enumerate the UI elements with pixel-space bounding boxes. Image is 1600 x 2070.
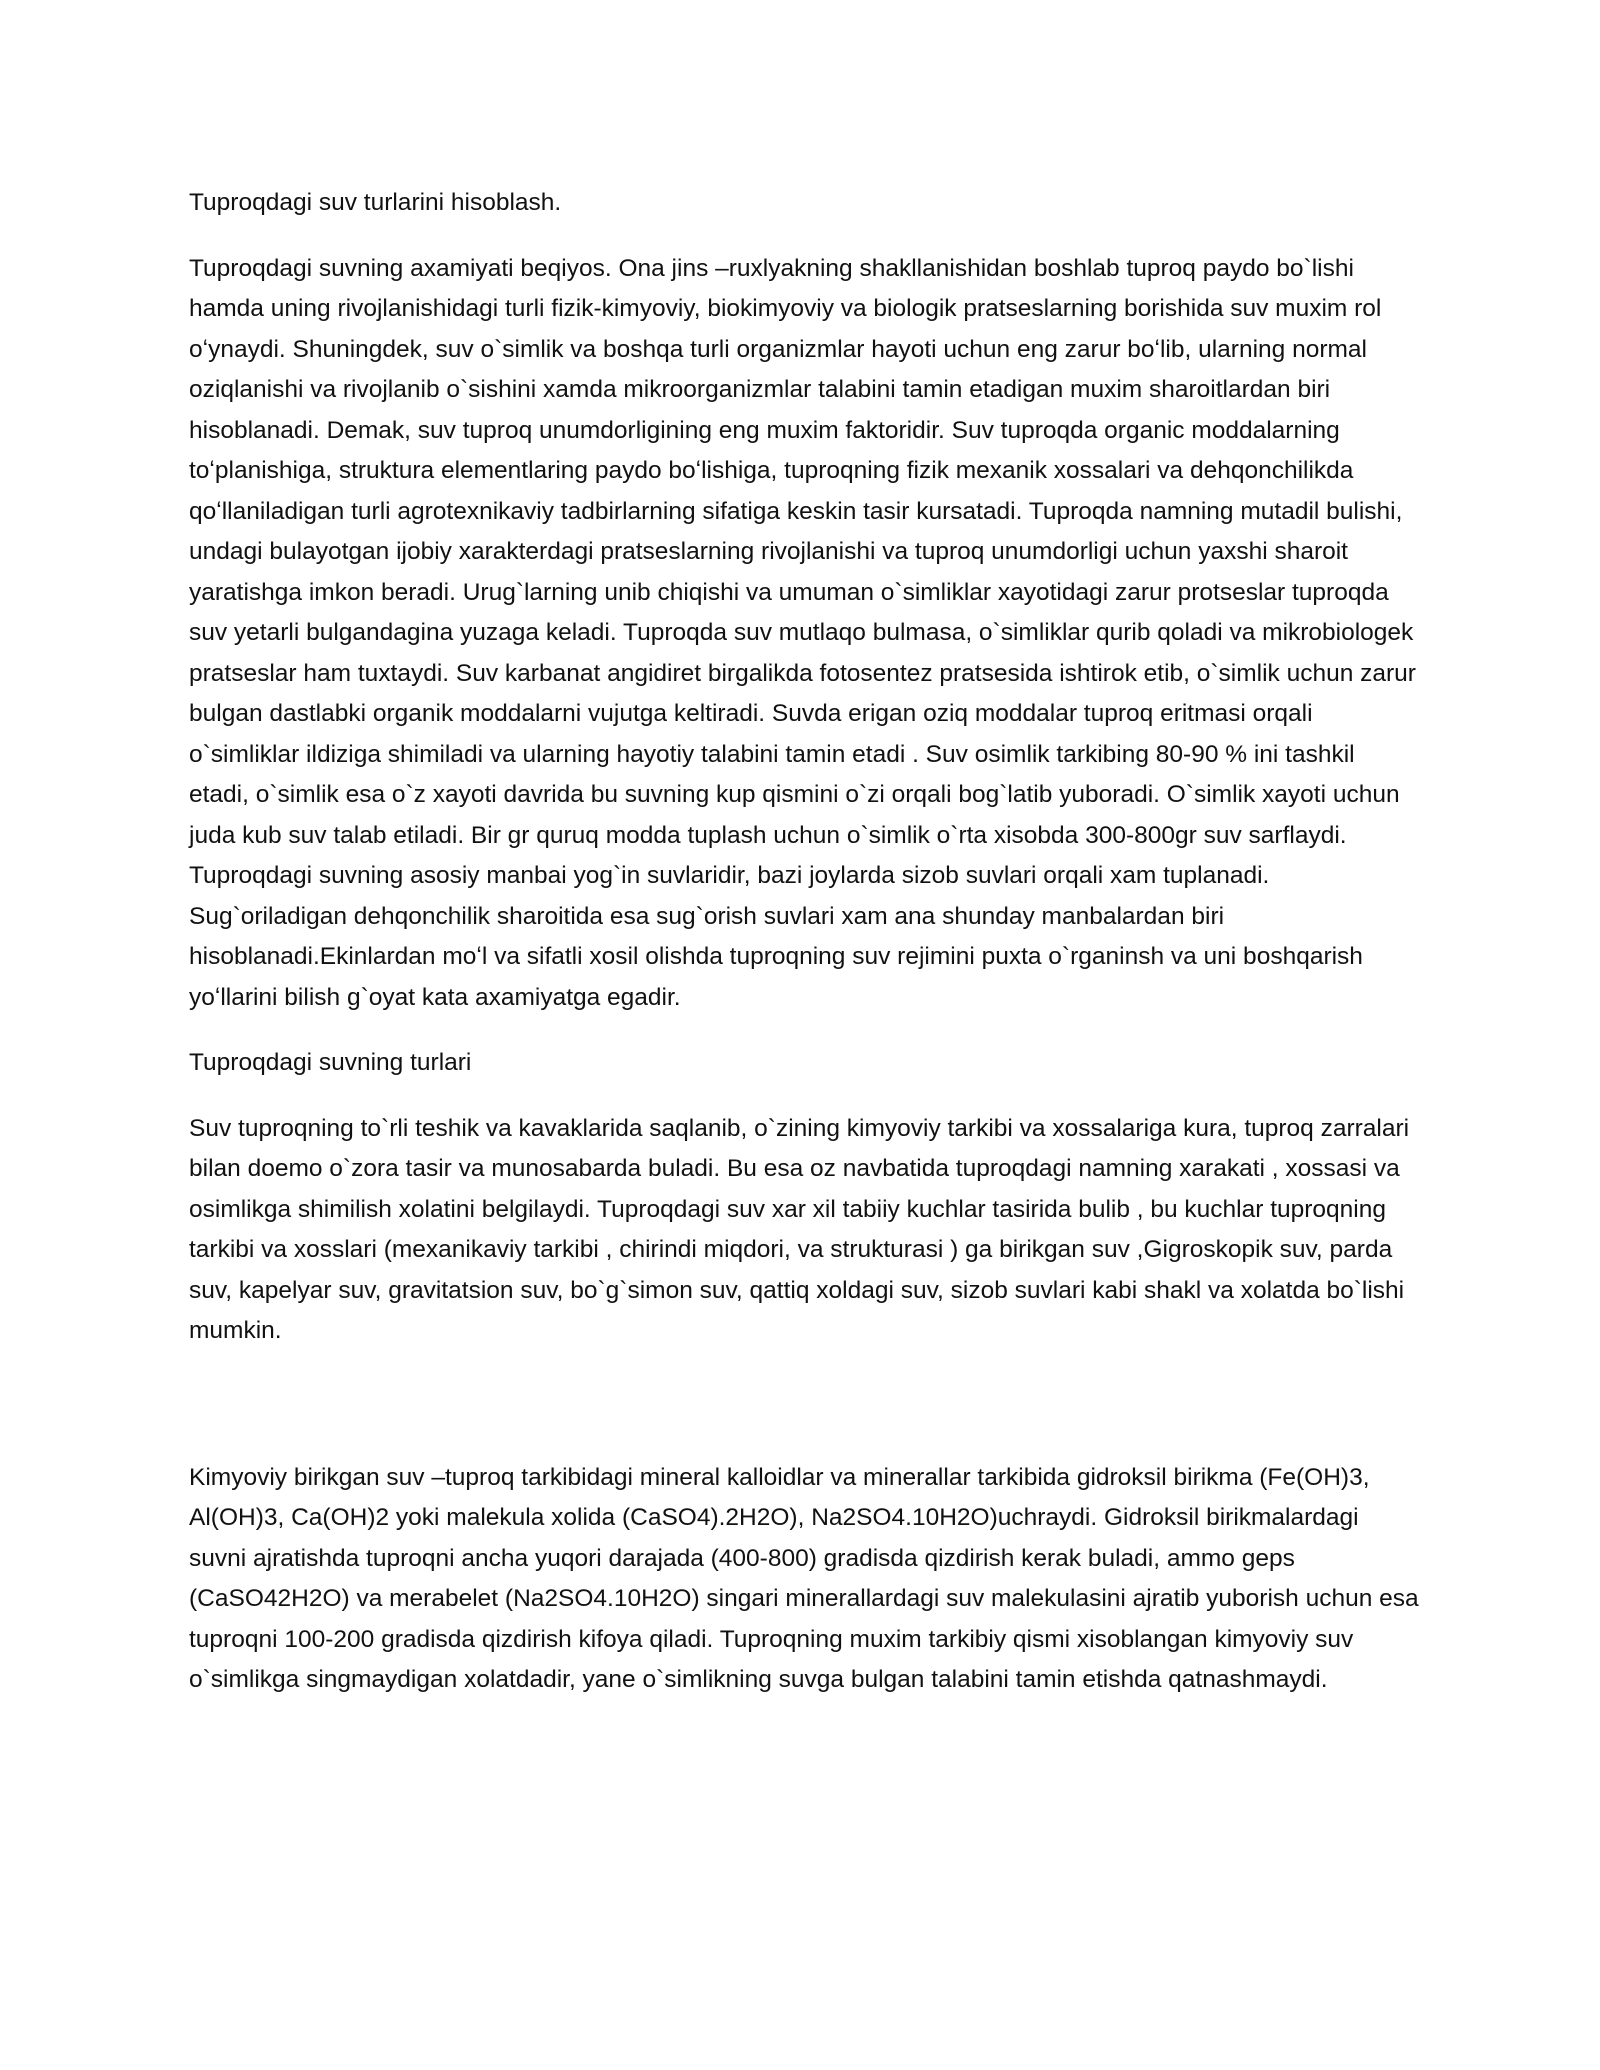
section-heading-water-types: Tuproqdagi suvning turlari — [189, 1049, 472, 1076]
document-page — [189, 183, 1419, 1701]
paragraph-chemically-bound-water: Kimyoviy birikgan suv –tuproq tarkibidagi mineral kalloidlar va minerallar tarkibida gidroksil birikma (Fe(OH)3, Al(OH)3, Ca(OH)2 yoki malekula xolida (CaSO4).2H2O), Na2SO4.10H2O)uchraydi. Gidroksil birikmalardagi suvni ajratishda tuproqni ancha yuqori darajada (400-800) gradisda qizdirish kerak buladi, ammo geps (CaSO42H2O) va merabelet (Na2SO4.10H2O) singari minerallardagi suv malekulasini ajratib yuborish uchun esa tuproqni 100-200 gradisda qizdirish kifoya qiladi. Tuproqning muxim tarkibiy qismi xisoblangan kimyoviy suv o`simlikga singmaydigan xolatdadir, yane o`simlikning suvga bulgan talabini tamin etishda qatnashmaydi. — [189, 1463, 1419, 1693]
paragraph-water-importance: Tuproqdagi suvning axamiyati beqiyos. Ona jins –ruxlyakning shakllanishidan boshlab tuproq paydo bo`lishi hamda uning rivojlanishidagi turli fizik-kimyoviy, biokimyoviy va biologik pratseslarning borishida suv muxim rol oʻynaydi. Shuningdek, suv o`simlik va boshqa turli organizmlar hayoti uchun eng zarur boʻlib, ularning normal oziqlanishi va rivojlanib o`sishini xamda mikroorganizmlar talabini tamin etadigan muxim sharoitlardan biri hisoblanadi. Demak, suv tuproq unumdorligining eng muxim faktoridir. Suv tuproqda organic moddalarning toʻplanishiga, struktura elementlaring paydo boʻlishiga, tuproqning fizik mexanik xossalari va dehqonchilikda qoʻllaniladigan turli agrotexnikaviy tadbirlarning sifatiga keskin tasir kursatadi. Tuproqda namning mutadil bulishi, undagi bulayotgan ijobiy xarakterdagi pratseslarning rivojlanishi va tuproq unumdorligi uchun yaxshi sharoit yaratishga imkon beradi. Urug`larning unib chiqishi va umuman o`simliklar xayotidagi zarur protseslar tuproqda suv yetarli bulgandagina yuzaga keladi. Tuproqda suv mutlaqo bulmasa, o`simliklar qurib qoladi va mikrobiologek pratseslar ham tuxtaydi. Suv karbanat angidiret birgalikda fotosentez pratsesida ishtirok etib, o`simlik uchun zarur bulgan dastlabki organik moddalarni vujutga keltiradi. Suvda erigan oziq moddalar tuproq eritmasi orqali o`simliklar ildiziga shimiladi va ularning hayotiy talabini tamin etadi . Suv osimlik tarkibing 80-90 % ini tashkil etadi, o`simlik esa o`z xayoti davrida bu suvning kup qismini o`zi orqali bog`latib yuboradi. O`simlik xayoti uchun juda kub suv talab etiladi. Bir gr quruq modda tuplash uchun o`simlik o`rta xisobda 300-800gr suv sarflaydi. Tuproqdagi suvning asosiy manbai yog`in suvlaridir, bazi joylarda sizob suvlari orqali xam tuplanadi. Sug`oriladigan dehqonchilik sharoitida esa sug`orish suvlari xam ana shunday manbalardan biri hisoblanadi.Ekinlardan moʻl va sifatli xosil olishda tuproqning suv rejimini puxta o`rganinsh va uni boshqarish yoʻllarini bilish g`oyat kata axamiyatga egadir. — [189, 254, 1416, 1011]
paragraph-water-forms: Suv tuproqning to`rli teshik va kavaklarida saqlanib, o`zining kimyoviy tarkibi va xossalariga kura, tuproq zarralari bilan doemo o`zora tasir va munosabarda buladi. Bu esa oz navbatida tuproqdagi namning xarakati , xossasi va osimlikga shimilish xolatini belgilaydi. Tuproqdagi suv xar xil tabiiy kuchlar tasirida bulib , bu kuchlar tuproqning tarkibi va xosslari (mexanikaviy tarkibi , chirindi miqdori, va strukturasi ) ga birikgan suv ,Gigroskopik suv, parda suv, kapelyar suv, gravitatsion suv, bo`g`simon suv, qattiq xoldagi suv, sizob suvlari kabi shakl va xolatda bo`lishi mumkin. — [189, 1114, 1410, 1344]
document-title: Tuproqdagi suv turlarini hisoblash. — [189, 189, 562, 216]
